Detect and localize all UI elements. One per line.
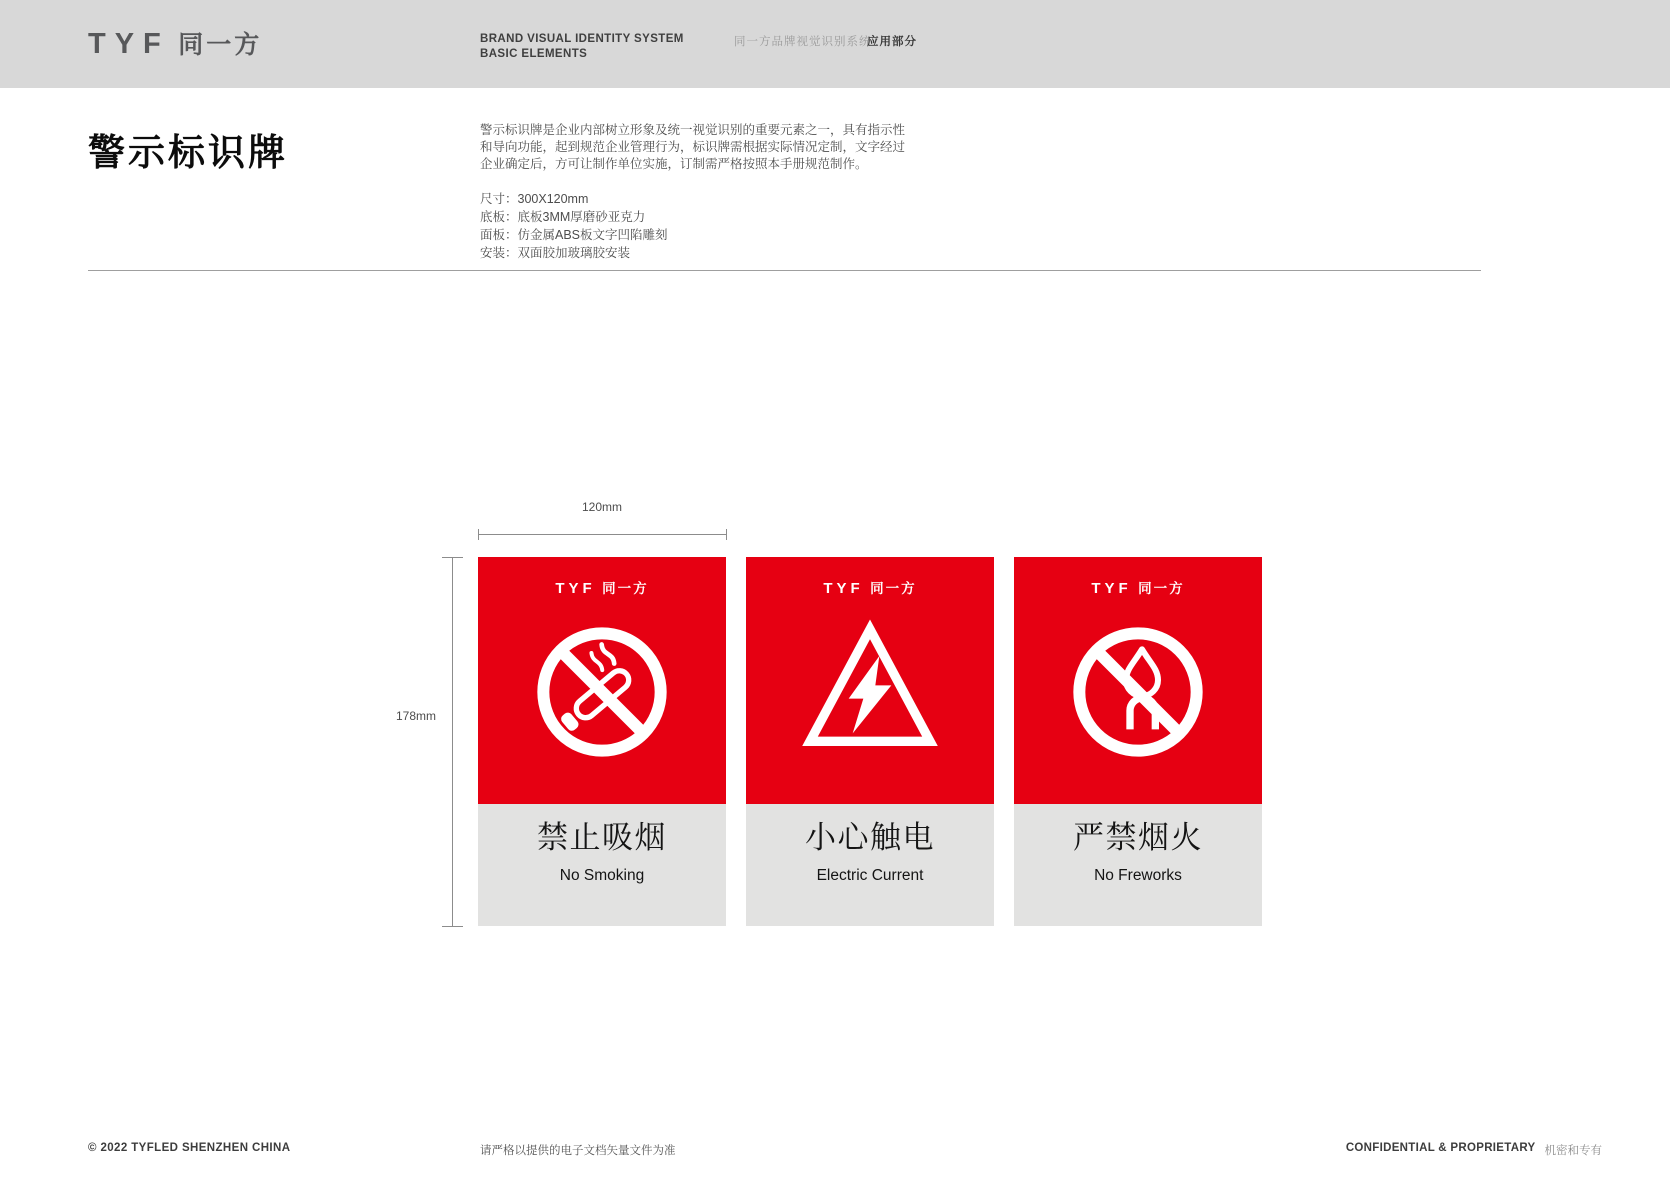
- sign-logo: [478, 577, 726, 598]
- sign-red-panel: [746, 557, 994, 804]
- header-title-line1: BRAND VISUAL IDENTITY SYSTEM: [480, 33, 684, 45]
- dimension-height-tick-bottom: [442, 926, 463, 927]
- header-bar: [0, 0, 1670, 88]
- section-divider: [88, 270, 1481, 271]
- sign-logo: [746, 577, 994, 598]
- sign-label-cn: 禁止吸烟: [537, 820, 667, 855]
- dimension-height-tick-top: [442, 557, 463, 558]
- electric-warning-icon: [790, 612, 950, 772]
- sign-label-panel: [478, 804, 726, 926]
- sign-card-no-fireworks: [1014, 557, 1262, 926]
- no-smoking-icon: [522, 612, 682, 772]
- sign-card-electric-current: [746, 557, 994, 926]
- footer-copyright: © 2022 TYFLED SHENZHEN CHINA: [88, 1142, 291, 1154]
- brand-logo: [88, 25, 262, 61]
- sign-label-panel: [1014, 804, 1262, 926]
- dimension-width-line: [478, 534, 726, 535]
- footer-confidential-en: CONFIDENTIAL & PROPRIETARY: [1345, 1142, 1536, 1154]
- spec-line: 底板：底板3MM厚磨砂亚克力: [480, 210, 646, 224]
- dimension-width-tick-right: [726, 529, 727, 540]
- brand-logo-cjk: 同一方: [178, 31, 263, 59]
- footer-confidential: [1329, 1142, 1602, 1158]
- sign-label-en: Electric Current: [816, 867, 924, 884]
- spec-line: 面板：仿金属ABS板文字凹陷雕刻: [480, 228, 668, 242]
- sign-logo-cjk: 同一方: [1138, 581, 1185, 596]
- header-section-cn: 应用部分: [867, 36, 917, 48]
- description-line: 企业确定后，方可让制作单位实施，订制需严格按照本手册规范制作。: [480, 157, 868, 171]
- spec-line: 尺寸：300X120mm: [480, 192, 589, 206]
- sign-label-en: No Smoking: [559, 867, 645, 884]
- sign-label-cn: 小心触电: [805, 820, 935, 855]
- sign-logo-latin: TYF: [555, 580, 596, 597]
- sign-red-panel: [478, 557, 726, 804]
- sign-logo-cjk: 同一方: [870, 581, 917, 596]
- description-line: 警示标识牌是企业内部树立形象及统一视觉识别的重要元素之一，具有指示性: [480, 123, 906, 137]
- sign-logo-latin: TYF: [823, 580, 864, 597]
- description-line: 和导向功能，起到规范企业管理行为，标识牌需根据实际情况定制，文字经过: [480, 140, 906, 154]
- sign-label-en: No Freworks: [1094, 867, 1182, 884]
- description: [480, 122, 910, 173]
- spec-line: 安装：双面胶加玻璃胶安装: [480, 246, 631, 260]
- page-title: 警示标识牌: [88, 132, 288, 173]
- dimension-height-label: 178mm: [395, 709, 436, 723]
- sign-logo: [1014, 577, 1262, 598]
- dimension-width-label: 120mm: [581, 500, 622, 514]
- dimension-height-line: [452, 557, 453, 926]
- header-title: [480, 32, 684, 62]
- sign-label-panel: [746, 804, 994, 926]
- sign-label-cn: 严禁烟火: [1073, 820, 1203, 855]
- sign-logo-cjk: 同一方: [602, 581, 649, 596]
- footer-confidential-cn: 机密和专有: [1544, 1145, 1602, 1157]
- no-fireworks-icon: [1058, 612, 1218, 772]
- sign-card-no-smoking: [478, 557, 726, 926]
- header-subtitle-cn: 同一方品牌视觉识别系统: [734, 36, 872, 48]
- dimension-width-tick-left: [478, 529, 479, 540]
- header-title-line2: BASIC ELEMENTS: [480, 48, 588, 60]
- footer-note-cn: 请严格以提供的电子文档矢量文件为准: [480, 1145, 676, 1157]
- sign-logo-latin: TYF: [1091, 580, 1132, 597]
- sign-red-panel: [1014, 557, 1262, 804]
- brand-logo-latin: TYF: [88, 28, 170, 60]
- spec-list: [480, 190, 668, 262]
